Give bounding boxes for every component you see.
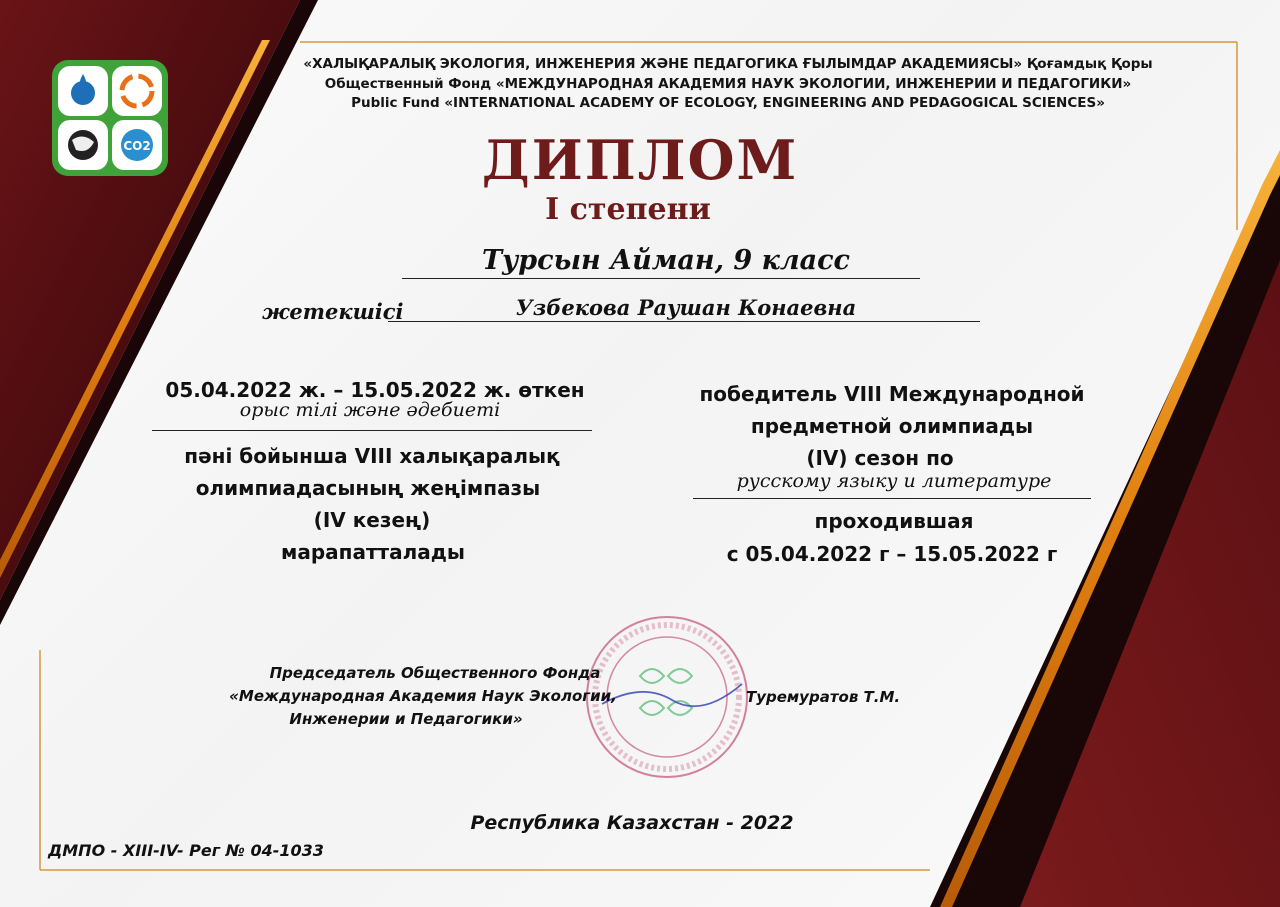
right-held-line: проходившая <box>814 509 974 533</box>
right-dates-line: с 05.04.2022 г – 15.05.2022 г <box>726 542 1058 566</box>
supervisor-name: Узбекова Раушан Конаевна <box>515 295 857 320</box>
left-olympiad-line: пәні бойынша VIII халықаралық <box>184 444 560 468</box>
diploma-degree: I степени <box>545 192 711 227</box>
footer-country-year: Республика Казахстан - 2022 <box>470 812 794 834</box>
supervisor-underline <box>388 321 980 322</box>
right-subject-underline <box>693 498 1091 499</box>
right-season-line: (IV) сезон по <box>806 446 954 470</box>
left-subject-underline <box>152 430 592 431</box>
recipient-name: Турсын Айман, 9 класс <box>482 245 850 276</box>
diploma-title: ДИПЛОМ <box>481 128 799 192</box>
left-awarded-line: марапатталады <box>280 540 466 564</box>
right-maroon-panel <box>1020 260 1280 907</box>
chairman-title-line3: Инженерии и Педагогики» <box>289 710 523 728</box>
right-winner-line: победитель VIII Международной <box>699 382 1085 406</box>
signer-name: Туремуратов Т.М. <box>746 688 901 706</box>
registration-number: ДМПО - XIII-IV- Рег № 04-1033 <box>48 841 324 860</box>
academy-logo-icon <box>52 60 170 178</box>
chairman-title-line1: Председатель Общественного Фонда <box>269 664 601 682</box>
left-stage-line: (IV кезең) <box>313 508 431 532</box>
left-subject: орыс тілі және әдебиеті <box>239 399 501 421</box>
header-line-english: Public Fund «INTERNATIONAL ACADEMY OF ECOLOGY, ENGINEERING AND PEDAGOGICAL SCIENCES» <box>351 95 1105 111</box>
co2-label: CO2 <box>123 139 151 153</box>
left-dates-line: 05.04.2022 ж. – 15.05.2022 ж. өткен <box>165 378 585 402</box>
header-line-russian: Общественный Фонд «МЕЖДУНАРОДНАЯ АКАДЕМИЯ НАУК ЭКОЛОГИИ, ИНЖЕНЕРИИ И ПЕДАГОГИКИ» <box>324 76 1132 92</box>
right-subject: русскому языку и литературе <box>736 470 1052 492</box>
chairman-title-line2: «Международная Академия Наук Экологии, <box>229 687 617 705</box>
left-winner-line: олимпиадасының жеңімпазы <box>195 476 541 500</box>
supervisor-label: жетекшісі <box>262 299 404 324</box>
recipient-underline <box>402 278 920 279</box>
right-olympiad-line: предметной олимпиады <box>750 414 1034 438</box>
header-line-kazakh: «ХАЛЫҚАРАЛЫҚ ЭКОЛОГИЯ, ИНЖЕНЕРИЯ ЖӘНЕ ПЕДАГОГИКА ҒЫЛЫМДАР АКАДЕМИЯСЫ» Қоғамдық Қоры <box>303 56 1153 72</box>
